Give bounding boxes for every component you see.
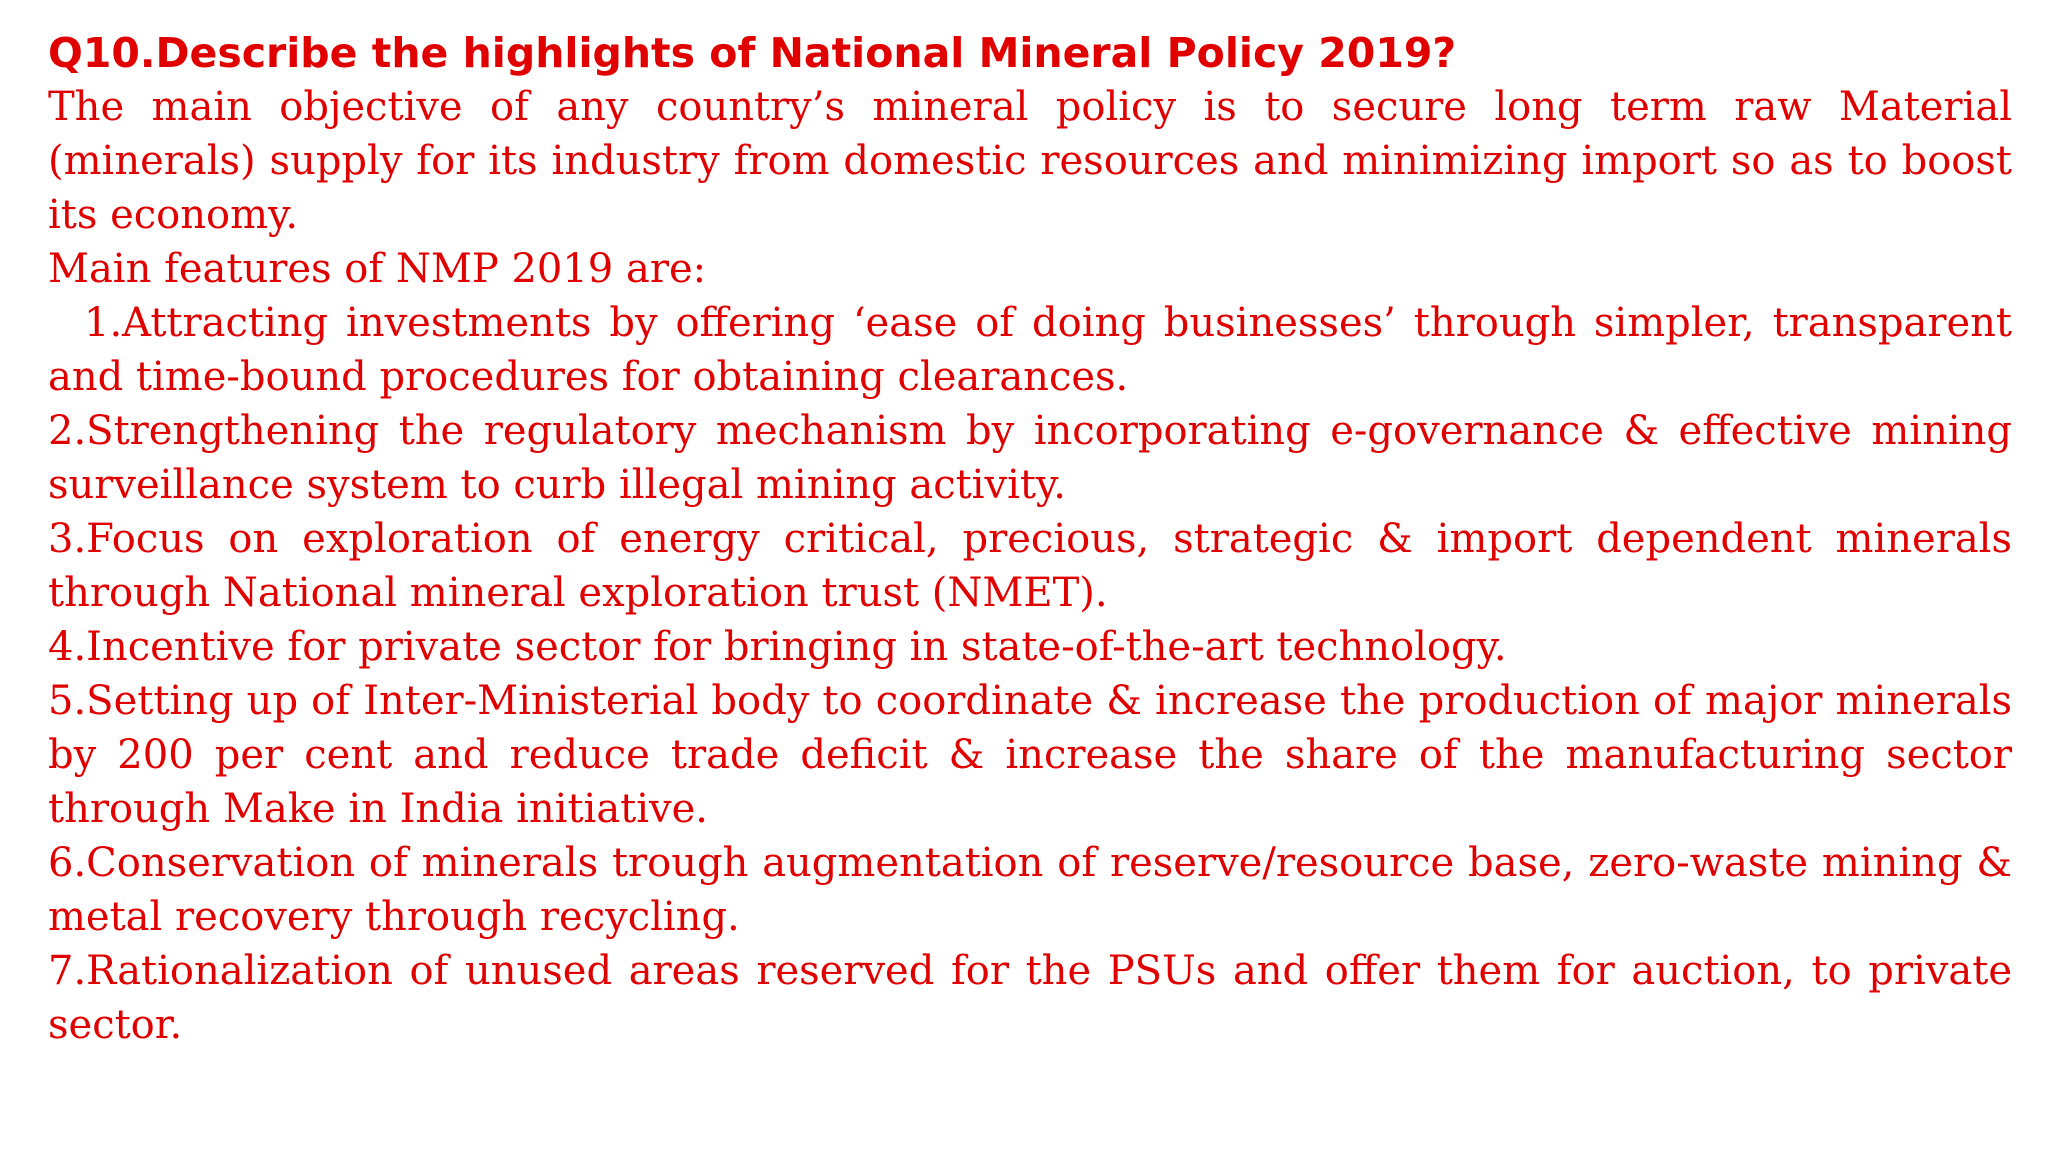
document-page: [48, 24, 2012, 1052]
feature-item-1: 1.Attracting investments by offering ‘ease of doing businesses’ through simpler, transparent and time-bound procedures for obtaining clearances.: [48, 300, 2012, 400]
intro-paragraph: The main objective of any country’s mineral policy is to secure long term raw Material (minerals) supply for its industry from domestic resources and minimizing import so as to boost its economy.: [48, 84, 2012, 238]
feature-item-3: 3.Focus on exploration of energy critical, precious, strategic & import dependent minerals through National mineral exploration trust (NMET).: [48, 516, 2012, 616]
feature-item-5: 5.Setting up of Inter-Ministerial body to coordinate & increase the production of major minerals by 200 per cent and reduce trade deficit & increase the share of the manufacturing sector through Make in India initiative.: [48, 678, 2012, 832]
question-title: Q10.Describe the highlights of National Mineral Policy 2019?: [48, 29, 1457, 77]
feature-item-4: 4.Incentive for private sector for bringing in state-of-the-art technology.: [48, 624, 1507, 670]
features-list: [48, 296, 2012, 1052]
feature-item-6: 6.Conservation of minerals trough augmentation of reserve/resource base, zero-waste mining & metal recovery through recycling.: [48, 840, 2012, 940]
feature-item-7: 7.Rationalization of unused areas reserved for the PSUs and offer them for auction, to private sector.: [48, 948, 2012, 1048]
features-heading: Main features of NMP 2019 are:: [48, 246, 707, 292]
feature-item-2: 2.Strengthening the regulatory mechanism by incorporating e-governance & effective mining surveillance system to curb illegal mining activity.: [48, 408, 2012, 508]
